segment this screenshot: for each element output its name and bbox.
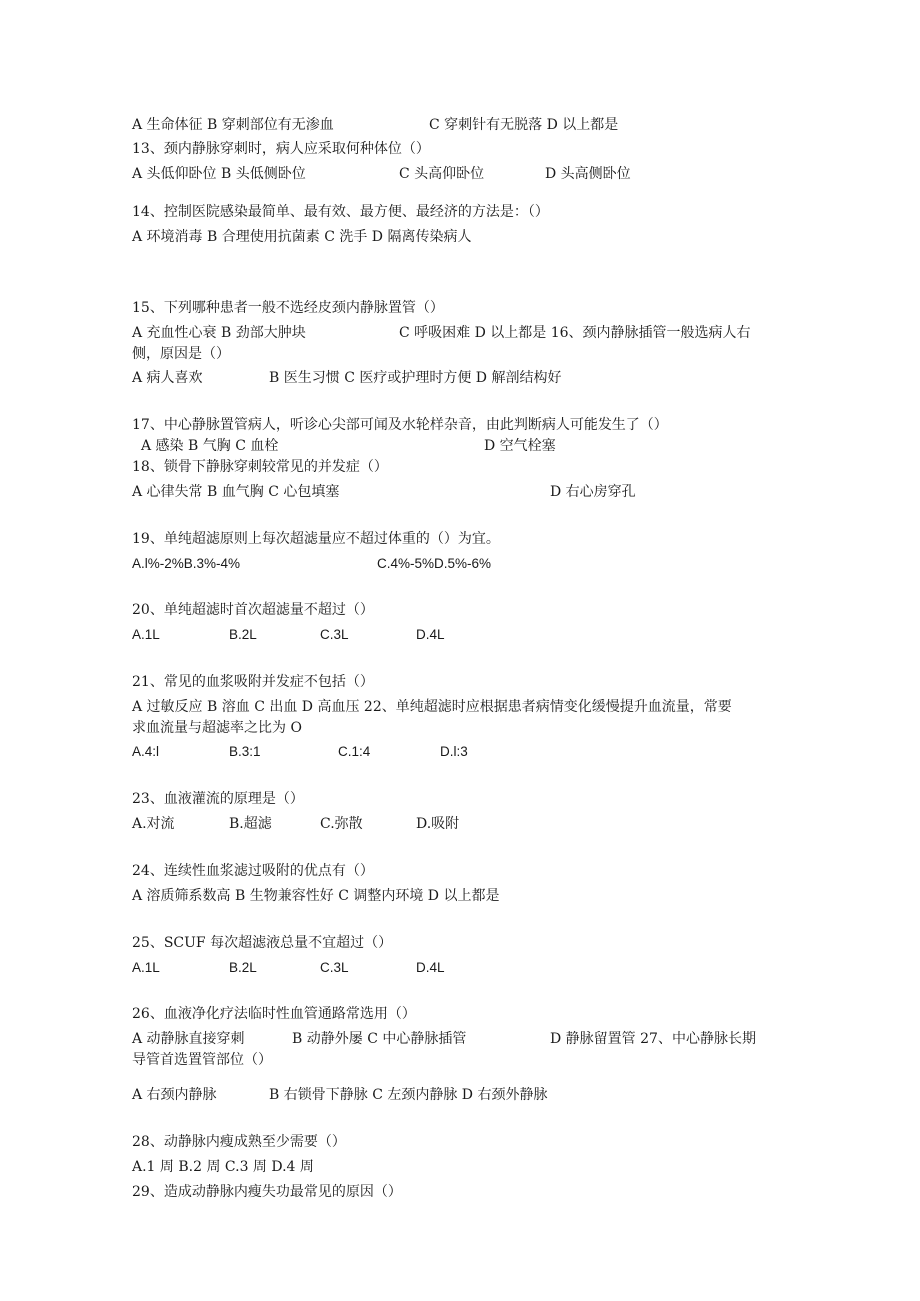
option-d: D.4L: [416, 960, 445, 975]
option-text: D 静脉留置管 27、中心静脉长期: [550, 1031, 756, 1047]
question-17: 17、中心静脉置管病人，听诊心尖部可闻及水轮样杂音，由此判断病人可能发生了（）: [132, 417, 668, 433]
question-24: 24、连续性血浆滤过吸附的优点有（）: [132, 863, 374, 879]
question-26: 26、血液净化疗法临时性血管通路常选用（）: [132, 1006, 416, 1022]
question-21-options: A 过敏反应 B 溶血 C 出血 D 高血压 22、单纯超滤时应根据患者病情变化缓慢提升血流量，常要: [132, 699, 732, 715]
option-text: A 生命体征 B 穿刺部位有无渗血: [132, 117, 334, 133]
question-20: 20、单纯超滤时首次超滤量不超过（）: [132, 602, 374, 618]
option-text: A 病人喜欢: [132, 370, 203, 386]
option-b: B.2L: [229, 960, 257, 975]
question-27-continued: 导管首选置管部位（）: [132, 1052, 272, 1068]
option-text: C 头高仰卧位: [399, 166, 485, 182]
option-text: D 头高侧卧位: [545, 166, 631, 182]
question-28: 28、动静脉内瘦成熟至少需要（）: [132, 1134, 346, 1150]
option-c: C.弥散: [320, 816, 363, 832]
question-23: 23、血液灌流的原理是（）: [132, 791, 304, 807]
question-22-continued: 求血流量与超滤率之比为 O: [132, 720, 302, 736]
option-b: B.超滤: [229, 816, 272, 832]
question-14: 14、控制医院感染最简单、最有效、最方便、最经济的方法是：（）: [132, 204, 549, 220]
option-text: D 右心房穿孔: [550, 484, 636, 500]
option-text: C.4%-5%D.5%-6%: [377, 556, 492, 571]
option-text: B 右锁骨下静脉 C 左颈内静脉 D 右颈外静脉: [269, 1087, 548, 1103]
option-text: D 空气栓塞: [484, 438, 556, 454]
question-21: 21、常见的血浆吸附并发症不包括（）: [132, 674, 374, 690]
option-d: D.吸附: [416, 816, 460, 832]
option-text: B 医生习惯 C 医疗或护理时方便 D 解剖结构好: [269, 370, 562, 386]
option-b: B.2L: [229, 627, 257, 642]
question-14-options: A 环境消毒 B 合理使用抗菌素 C 洗手 D 隔离传染病人: [132, 229, 472, 245]
option-c: C.3L: [320, 627, 349, 642]
option-c: C.1:4: [338, 744, 371, 759]
question-18: 18、锁骨下静脉穿刺较常见的并发症（）: [132, 459, 388, 475]
option-text: B 动静外屡 C 中心静脉插管: [292, 1031, 467, 1047]
option-a: A.1L: [132, 627, 160, 642]
option-text: A 心律失常 B 血气胸 C 心包填塞: [132, 484, 340, 500]
option-text: A 右颈内静脉: [132, 1087, 217, 1103]
option-text: A 头低仰卧位 B 头低侧卧位: [132, 166, 306, 182]
question-19: 19、单纯超滤原则上每次超滤量应不超过体重的（）为宜。: [132, 531, 500, 547]
option-text: A 动静脉直接穿刺: [132, 1031, 245, 1047]
question-15: 15、下列哪种患者一般不选经皮颈内静脉置管（）: [132, 300, 444, 316]
option-text: A.l%-2%B.3%-4%: [132, 556, 241, 571]
question-13: 13、颈内静脉穿刺时，病人应采取何种体位（）: [132, 141, 430, 157]
option-text: A 充血性心衰 B 劲部大肿块: [132, 325, 306, 341]
question-29: 29、造成动静脉内瘦失功最常见的原因（）: [132, 1184, 402, 1200]
option-text: A 感染 B 气胸 C 血栓: [141, 438, 279, 454]
option-a: A.4:l: [132, 744, 160, 759]
question-24-options: A 溶质筛系数高 B 生物兼容性好 C 调整内环境 D 以上都是: [132, 888, 500, 904]
question-28-options: A.1 周 B.2 周 C.3 周 D.4 周: [132, 1159, 314, 1175]
question-16-continued: 侧，原因是（）: [132, 346, 230, 362]
option-d: D.4L: [416, 627, 445, 642]
option-text: C 呼吸困难 D 以上都是 16、颈内静脉插管一般选病人右: [399, 325, 751, 341]
option-d: D.l:3: [440, 744, 468, 759]
option-c: C.3L: [320, 960, 349, 975]
question-25: 25、SCUF 每次超滤液总量不宜超过（）: [132, 935, 393, 951]
option-b: B.3:1: [229, 744, 261, 759]
option-a: A.对流: [132, 816, 175, 832]
option-text: C 穿刺针有无脱落 D 以上都是: [429, 117, 619, 133]
option-a: A.1L: [132, 960, 160, 975]
